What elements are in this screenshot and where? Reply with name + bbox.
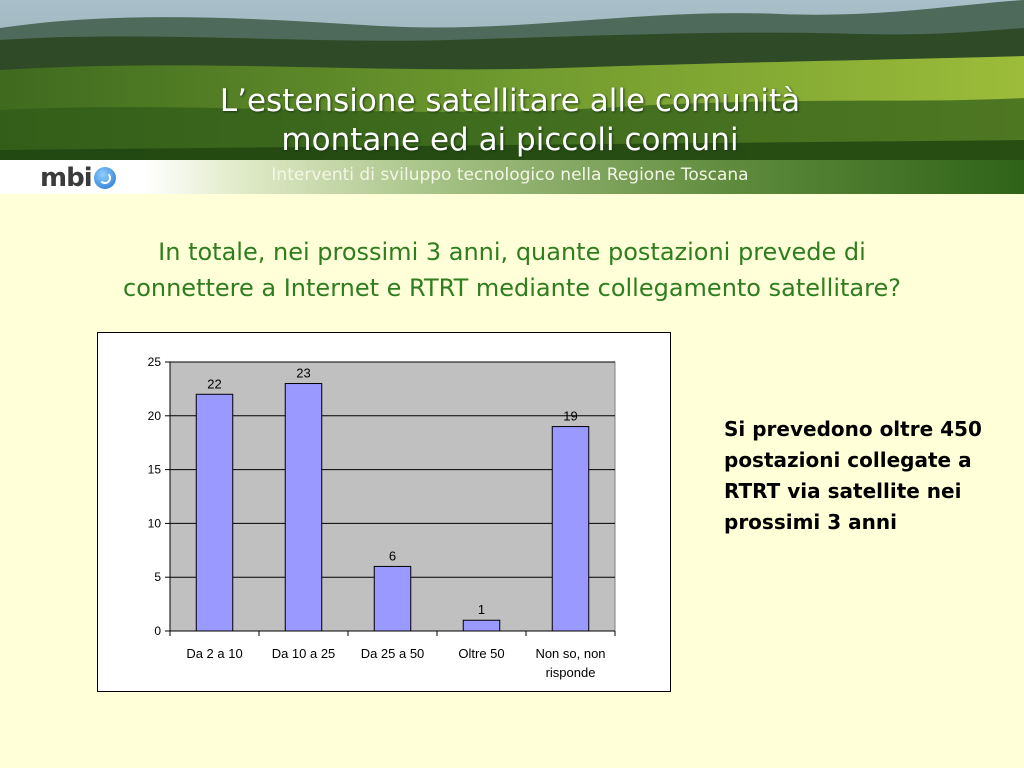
bar — [196, 394, 232, 631]
x-tick-label: Da 10 a 25 — [271, 646, 336, 661]
bar — [463, 620, 499, 631]
summary-note: Si prevedono oltre 450 postazioni collegate a RTRT via satellite nei prossimi 3 anni — [724, 417, 982, 534]
bar — [285, 384, 321, 631]
question-line-2: connettere a Internet e RTRT mediante collegamento satellitare? — [123, 274, 901, 302]
page-title — [120, 82, 900, 160]
question-line-1: In totale, nei prossimi 3 anni, quante postazioni prevede di — [158, 238, 866, 266]
x-tick-label: Da 25 a 50 — [360, 646, 425, 661]
y-tick-label: 10 — [147, 516, 161, 531]
y-tick-label: 20 — [147, 408, 161, 423]
page-subtitle: Interventi di sviluppo tecnologico nella Regione Toscana — [271, 165, 749, 185]
title-line-1: L’estensione satellitare alle comunità — [219, 83, 801, 119]
data-label: 23 — [296, 365, 311, 381]
y-tick-label: 15 — [147, 462, 161, 477]
title-line-2: montane ed ai piccoli comuni — [281, 122, 739, 158]
y-tick-label: 5 — [154, 570, 161, 585]
x-tick-label: Oltre 50 — [458, 646, 505, 661]
data-label: 22 — [207, 376, 222, 392]
x-tick-label: Da 2 a 10 — [186, 646, 243, 661]
bar — [552, 427, 588, 631]
x-tick-label: risponde — [545, 665, 596, 680]
data-label: 19 — [563, 408, 578, 424]
mbi-logo: mbi — [40, 163, 116, 193]
bar — [374, 566, 410, 631]
question-heading — [20, 234, 1004, 306]
chart-svg — [98, 333, 670, 691]
x-tick-label: Non so, non — [535, 646, 606, 661]
data-label: 1 — [477, 602, 486, 618]
y-tick-label: 0 — [154, 624, 161, 638]
logo-globe-icon — [94, 167, 116, 189]
data-label: 6 — [388, 548, 397, 564]
bar-chart — [97, 332, 671, 692]
y-tick-label: 25 — [147, 355, 161, 369]
